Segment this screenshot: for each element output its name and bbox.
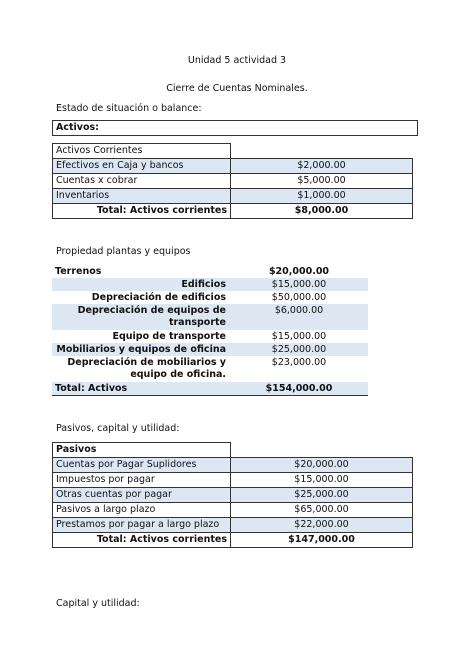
table-row bbox=[53, 174, 413, 189]
row-value: $25,000.00 bbox=[231, 488, 413, 503]
total-row bbox=[53, 204, 413, 219]
document-title: Unidad 5 actividad 3 bbox=[187, 55, 287, 66]
row-label: Inventarios bbox=[53, 189, 231, 204]
activos-label-table bbox=[52, 120, 418, 136]
row-label: Equipo de transporte bbox=[112, 331, 226, 342]
table-row bbox=[52, 330, 368, 343]
row-value: $20,000.00 bbox=[231, 458, 413, 473]
row-label: Otras cuentas por pagar bbox=[53, 488, 231, 503]
table-row bbox=[53, 518, 413, 533]
row-label: Depreciación de mobiliarios y equipo de oficina. bbox=[67, 357, 226, 380]
row-label: Terrenos bbox=[55, 266, 102, 277]
section-heading-balance: Estado de situación o balance: bbox=[56, 103, 202, 114]
row-value: $15,000.00 bbox=[231, 473, 413, 488]
pasivos-header-row bbox=[53, 443, 413, 458]
pasivos-table bbox=[52, 442, 413, 548]
table-row bbox=[52, 304, 368, 330]
row-label: Edificios bbox=[52, 278, 230, 291]
row-value: $6,000.00 bbox=[230, 304, 368, 330]
ppe-heading: Propiedad plantas y equipos bbox=[56, 246, 191, 257]
total-row bbox=[53, 533, 413, 548]
table-row bbox=[52, 343, 368, 356]
row-value: $15,000.00 bbox=[230, 278, 368, 291]
activos-corrientes-header: Activos Corrientes bbox=[53, 144, 231, 159]
table-row bbox=[53, 189, 413, 204]
section-heading-pasivos: Pasivos, capital y utilidad: bbox=[56, 423, 180, 434]
activos-label: Activos: bbox=[53, 121, 418, 136]
row-value: $23,000.00 bbox=[271, 357, 327, 368]
row-value: $2,000.00 bbox=[231, 159, 413, 174]
row-label: Cuentas x cobrar bbox=[53, 174, 231, 189]
section-heading-capital: Capital y utilidad: bbox=[56, 598, 140, 609]
row-value: $22,000.00 bbox=[231, 518, 413, 533]
total-value: $147,000.00 bbox=[231, 533, 413, 548]
document-subtitle: Cierre de Cuentas Nominales. bbox=[166, 83, 308, 94]
table-row bbox=[53, 473, 413, 488]
ppe-table bbox=[52, 265, 368, 396]
total-label: Total: Activos corrientes bbox=[53, 204, 231, 219]
table-row bbox=[53, 159, 413, 174]
total-row bbox=[52, 382, 368, 396]
total-label: Total: Activos bbox=[52, 382, 230, 396]
row-label: Mobiliarios y equipos de oficina bbox=[52, 343, 230, 356]
total-value: $154,000.00 bbox=[230, 382, 368, 396]
row-label: Pasivos a largo plazo bbox=[53, 503, 231, 518]
row-value: $20,000.00 bbox=[268, 266, 330, 277]
total-label: Total: Activos corrientes bbox=[53, 533, 231, 548]
row-label: Cuentas por Pagar Suplidores bbox=[53, 458, 231, 473]
row-value: $50,000.00 bbox=[271, 292, 327, 303]
total-value: $8,000.00 bbox=[231, 204, 413, 219]
row-label: Prestamos por pagar a largo plazo bbox=[53, 518, 231, 533]
row-value: $1,000.00 bbox=[231, 189, 413, 204]
table-row bbox=[53, 503, 413, 518]
row-label: Impuestos por pagar bbox=[53, 473, 231, 488]
row-label: Depreciación de equipos de transporte bbox=[52, 304, 230, 330]
activos-corrientes-header-row bbox=[53, 144, 413, 159]
table-row bbox=[52, 356, 368, 382]
row-value: $65,000.00 bbox=[231, 503, 413, 518]
row-label: Depreciación de edificios bbox=[91, 292, 226, 303]
table-row bbox=[52, 291, 368, 304]
table-row bbox=[52, 278, 368, 291]
row-value: $5,000.00 bbox=[231, 174, 413, 189]
table-row bbox=[53, 458, 413, 473]
row-value: $15,000.00 bbox=[271, 331, 327, 342]
table-row bbox=[52, 265, 368, 278]
activos-corrientes-table bbox=[52, 143, 413, 219]
table-row bbox=[53, 488, 413, 503]
row-value: $25,000.00 bbox=[230, 343, 368, 356]
pasivos-header: Pasivos bbox=[53, 443, 231, 458]
row-label: Efectivos en Caja y bancos bbox=[53, 159, 231, 174]
